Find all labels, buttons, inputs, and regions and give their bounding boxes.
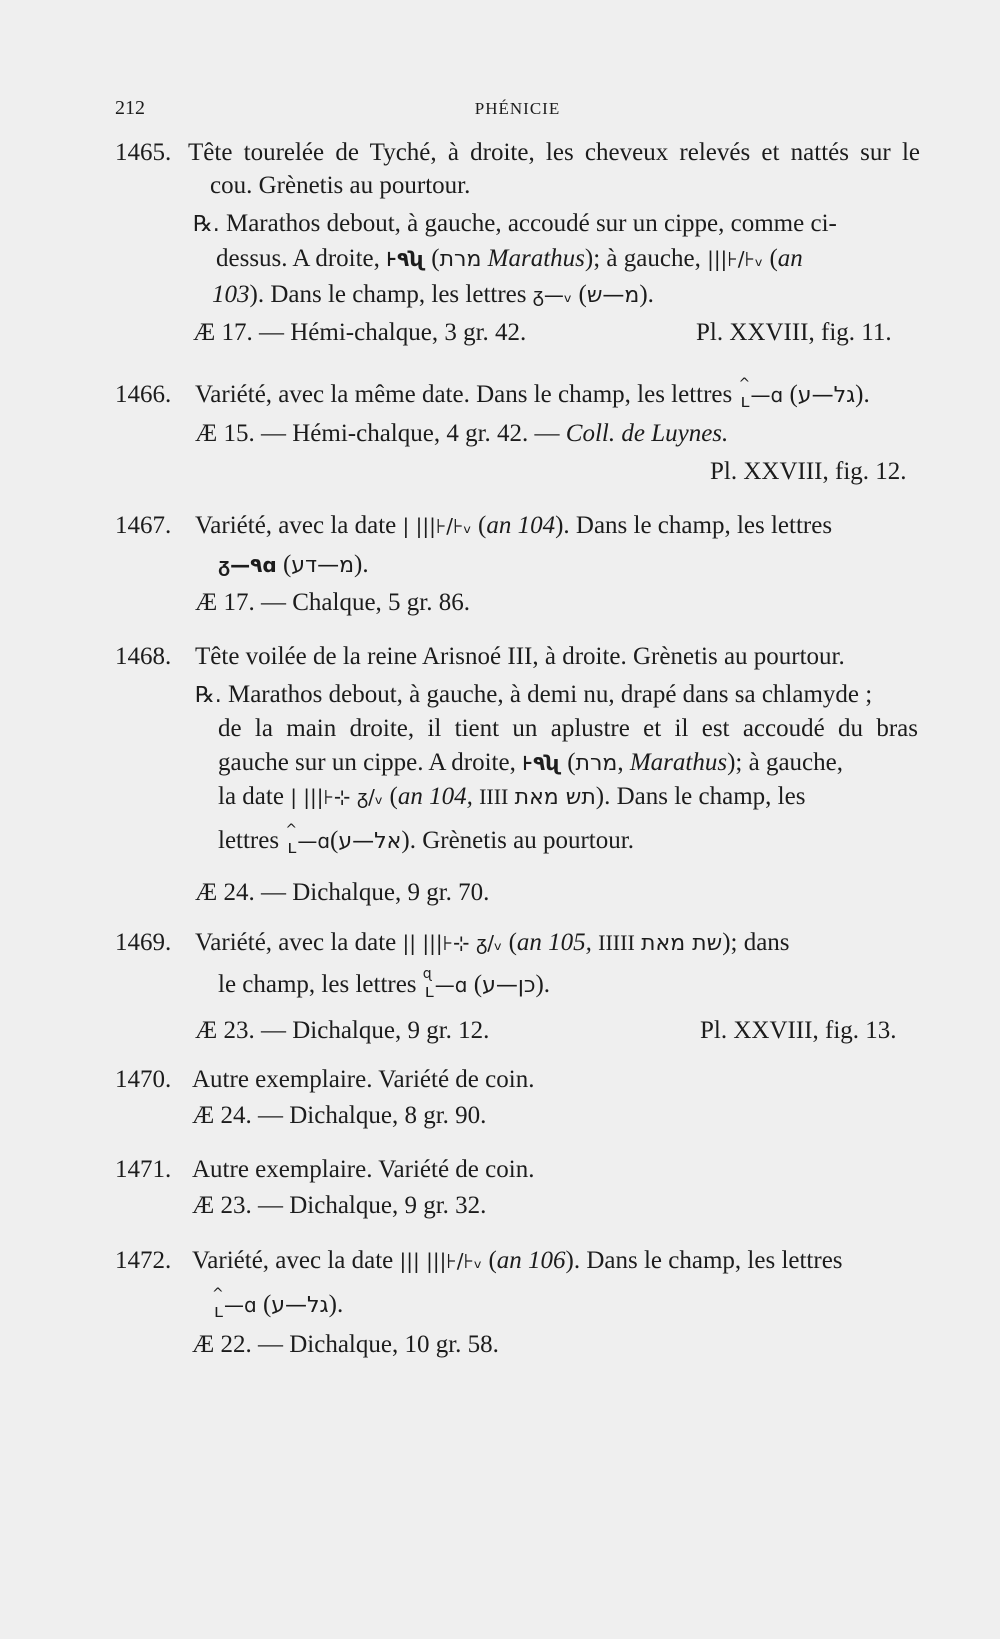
entry-1472-line-1: Variété, avec la date ||| |||⊦/⊦ᵥ (an 106). Dans le champ, les lettres: [192, 1247, 843, 1274]
page-header: [115, 97, 920, 127]
phoenician-legend: ⊦٩ʯ: [386, 247, 426, 271]
text: an 104: [486, 512, 556, 539]
phoenician-date: | |||⊦⊹ ᵹ/ᵥ: [290, 785, 384, 809]
text: dessus. A droite,: [216, 245, 380, 272]
entry-1472-metrics: Æ 22. — Dichalque, 10 gr. 58.: [192, 1331, 499, 1358]
text: . Dans le champ, les: [604, 783, 806, 810]
legend-translation: Marathus: [629, 749, 728, 776]
entry-1472-line-2: ^ ʟ —ɑ (גל—ע).: [212, 1290, 343, 1321]
mark-bottom: ʟ: [424, 981, 434, 1003]
entry-1468-line-4: gauche sur un cippe. A droite, ⊦٩ʯ (מרת, Marathus); à gauche,: [218, 749, 844, 776]
page-number: 212: [115, 97, 145, 119]
hebrew-legend: מרת: [439, 247, 482, 272]
text: Variété, avec la même date. Dans le champ, les lettres: [195, 381, 733, 408]
entry-1469-line-1: Variété, avec la date || |||⊦⊹ ᵹ/ᵥ (an 105, IIIII שת מאת); dans: [195, 929, 790, 956]
text: lettres: [218, 827, 280, 854]
mark-bottom: ʟ: [740, 391, 750, 413]
text: Marathos debout, à gauche, à demi nu, drapé dans sa chlamyde ;: [227, 681, 873, 708]
entry-1467-line-1: Variété, avec la date | |||⊦/⊦ᵥ (an 104). Dans le champ, les lettres: [195, 512, 833, 539]
text: Æ 15. — Hémi-chalque, 4 gr. 42. —: [195, 420, 560, 447]
field-letters: ᵹ—٩ɑ: [218, 553, 277, 577]
hebrew-legend: מרת: [575, 751, 618, 776]
entry-1470-line-1: Autre exemplaire. Variété de coin.: [192, 1066, 535, 1093]
field-letters: —ɑ: [750, 383, 784, 407]
plate-reference: Pl. XXVIII, fig. 12.: [710, 458, 907, 485]
mark-top: ^: [738, 376, 751, 393]
text: la date: [218, 783, 284, 810]
text: . Dans le champ, les lettres: [563, 512, 833, 539]
mark-top: ^: [285, 822, 298, 839]
text: . Dans le champ, les lettres: [573, 1247, 843, 1274]
plate-reference: Pl. XXVIII, fig. 13.: [700, 1017, 897, 1044]
mark-top: ^: [212, 1286, 224, 1303]
entry-1465-metrics: Æ 17. — Hémi-chalque, 3 gr. 42.: [193, 319, 527, 346]
field-letters: ᵹ—ᵥ: [532, 283, 573, 307]
text: an: [777, 245, 803, 272]
field-letters: —ɑ: [297, 829, 331, 853]
entry-number: 1465.: [115, 139, 172, 166]
stacked-letter: [422, 966, 435, 1003]
text: Variété, avec la date: [195, 512, 397, 539]
entry-1465-line-4: dessus. A droite, ⊦٩ʯ (מרת Marathus); à gauche, |||⊦/⊦ᵥ (an: [216, 245, 803, 272]
running-title: PHÉNICIE: [474, 99, 561, 118]
text: ; à gauche,: [735, 749, 844, 776]
entry-1468-line-2: [195, 680, 872, 711]
entry-number: 1472.: [115, 1247, 172, 1274]
field-letters: —ɑ: [224, 1293, 257, 1317]
text: . Grènetis au pourtour.: [409, 827, 634, 854]
text: Variété, avec la date: [192, 1247, 394, 1274]
entry-1468-line-1: Tête voilée de la reine Arisnoé III, à droite. Grènetis au pourtour.: [195, 643, 845, 670]
mark-bottom: ʟ: [214, 1301, 224, 1323]
hebrew-letters: אל—ע: [338, 829, 402, 854]
entry-1469-metrics: Æ 23. — Dichalque, 9 gr. 12.: [195, 1017, 490, 1044]
stacked-letter: [285, 822, 298, 859]
entry-1468-line-5: la date | |||⊦⊹ ᵹ/ᵥ (an 104, IIII תש מאת). Dans le champ, les: [218, 783, 806, 810]
entry-1471-metrics: Æ 23. — Dichalque, 9 gr. 32.: [192, 1192, 487, 1219]
entry-1465-line-3-text: Marathos debout, à gauche, accoudé sur un cippe, comme ci-: [225, 210, 837, 237]
field-letters: —ɑ: [434, 973, 468, 997]
phoenician-legend: ⊦٩ʯ: [522, 751, 561, 775]
phoenician-date: ||| |||⊦/⊦ᵥ: [399, 1249, 483, 1273]
text: ; à gauche,: [593, 245, 701, 272]
text: 103: [212, 281, 250, 308]
stacked-letter: [738, 376, 751, 413]
text: Variété, avec la date: [195, 929, 397, 956]
entry-1465-line-2: cou. Grènetis au pourtour.: [210, 172, 471, 199]
entry-1467-metrics: Æ 17. — Chalque, 5 gr. 86.: [195, 589, 470, 616]
entry-1465-line-1: Tête tourelée de Tyché, à droite, les cheveux relevés et nattés sur le: [188, 139, 920, 166]
entry-1466-metrics: [195, 419, 728, 449]
plate-reference: Pl. XXVIII, fig. 11.: [696, 319, 892, 346]
text: an 106: [496, 1247, 566, 1274]
hebrew-letters: גל—ע: [797, 383, 856, 408]
roman-numeral: IIII: [479, 784, 509, 809]
entry-1468-line-6: lettres ^ ʟ —ɑ(אל—ע). Grènetis au pourtour.: [218, 826, 634, 857]
entry-1470-metrics: Æ 24. — Dichalque, 8 gr. 90.: [192, 1102, 487, 1129]
hebrew-letters: גל—ע: [271, 1293, 329, 1318]
legend-translation: Marathus: [487, 245, 585, 272]
entry-number: 1466.: [115, 381, 172, 408]
text: le champ, les lettres: [218, 971, 417, 998]
entry-1467-line-2: ᵹ—٩ɑ (מ—דע).: [218, 551, 369, 578]
hebrew-letters: מ—דע: [291, 553, 355, 578]
reverse-mark: ℞.: [195, 683, 222, 708]
entry-1469-line-2: le champ, les lettres ɋ ʟ —ɑ (כן—ע).: [218, 970, 550, 1001]
reverse-mark: ℞.: [193, 212, 220, 237]
phoenician-date: | |||⊦/⊦ᵥ: [402, 514, 472, 538]
stacked-letter: [212, 1286, 224, 1323]
text: gauche sur un cippe. A droite,: [218, 749, 516, 776]
hebrew-date: תש מאת: [514, 785, 596, 810]
phoenician-date: || |||⊦⊹ ᵹ/ᵥ: [402, 931, 503, 955]
entry-number: 1469.: [115, 929, 172, 956]
text: ; dans: [730, 929, 790, 956]
entry-1465-line-5: 103). Dans le champ, les lettres ᵹ—ᵥ (מ—ש).: [212, 281, 654, 308]
hebrew-letters: מ—ש: [586, 283, 640, 308]
text: an 105,: [516, 929, 592, 956]
entry-1465-line-3: [193, 209, 837, 240]
roman-numeral: IIIII: [598, 930, 635, 955]
entry-1466-line-1: Variété, avec la même date. Dans le champ, les lettres ^ ʟ —ɑ (גל—ע).: [195, 380, 870, 411]
entry-1468-line-3: de la main droite, il tient un aplustre et il est accoudé du bras: [218, 715, 918, 742]
entry-1468-metrics: Æ 24. — Dichalque, 9 gr. 70.: [195, 879, 490, 906]
entry-number: 1468.: [115, 643, 172, 670]
entry-1471-line-1: Autre exemplaire. Variété de coin.: [192, 1156, 535, 1183]
text: an 104,: [397, 783, 473, 810]
hebrew-letters: כן—ע: [482, 973, 536, 998]
entry-number: 1467.: [115, 512, 172, 539]
collection-name: Coll. de Luynes.: [565, 420, 729, 447]
entry-number: 1471.: [115, 1156, 172, 1183]
text: . Dans le champ, les lettres: [257, 281, 527, 308]
mark-bottom: ʟ: [287, 837, 297, 859]
mark-top: ɋ: [422, 966, 432, 983]
hebrew-date: שת מאת: [641, 931, 723, 956]
entry-number: 1470.: [115, 1066, 172, 1093]
phoenician-date: |||⊦/⊦ᵥ: [707, 247, 764, 271]
